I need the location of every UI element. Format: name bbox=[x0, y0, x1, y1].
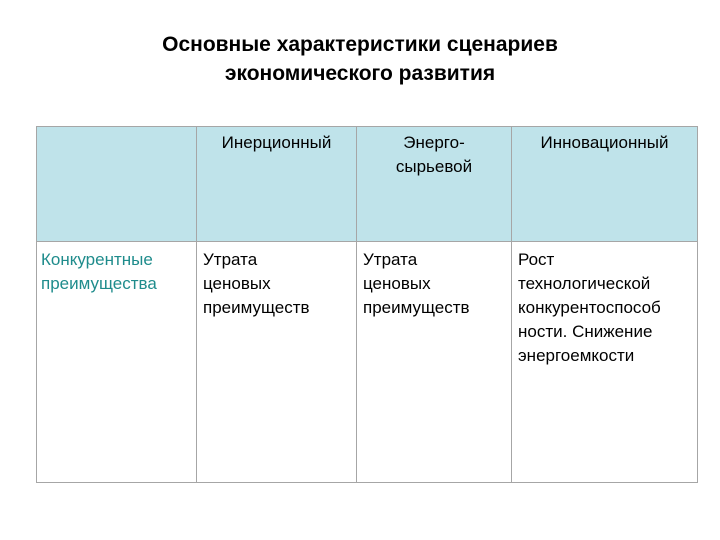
header-energy-raw: Энерго- сырьевой bbox=[357, 127, 512, 242]
cell-energy-raw: Утрата ценовых преимуществ bbox=[357, 242, 512, 483]
slide-title-line-1: Основные характеристики сценариев bbox=[162, 33, 558, 56]
cell-innovative: Рост технологической конкурентоспособ ности. Снижение энергоемкости bbox=[512, 242, 698, 483]
header-innovative: Инновационный bbox=[512, 127, 698, 242]
row-label-competitive-advantages: Конкурентные преимущества bbox=[37, 242, 197, 483]
table-row bbox=[37, 242, 698, 483]
cell-inertial: Утрата ценовых преимуществ bbox=[197, 242, 357, 483]
slide-title-line-2: экономического развития bbox=[224, 62, 496, 85]
header-inertial: Инерционный bbox=[197, 127, 357, 242]
slide-title bbox=[0, 30, 720, 88]
scenarios-table bbox=[36, 126, 698, 483]
header-corner-cell bbox=[37, 127, 197, 242]
table-header-row bbox=[37, 127, 698, 242]
